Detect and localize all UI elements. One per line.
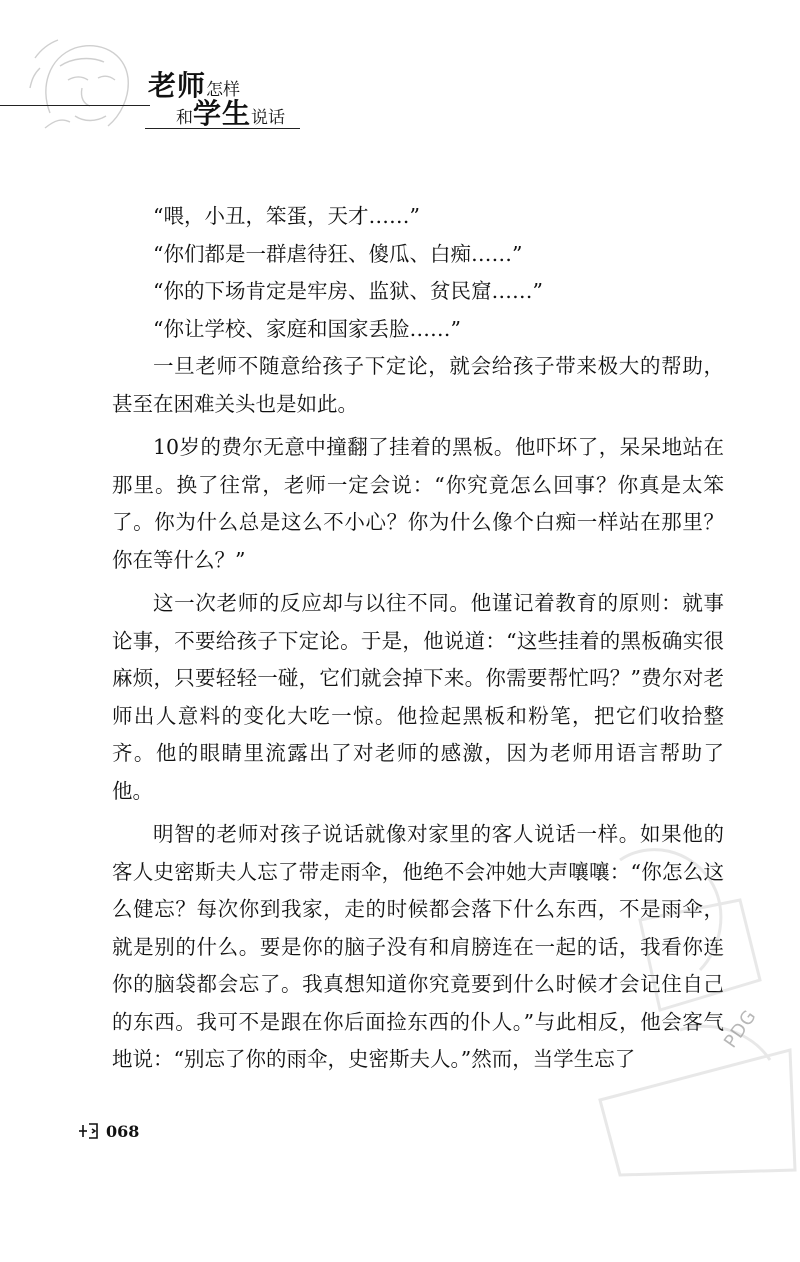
portrait-sketch-icon — [20, 18, 150, 148]
title-shuohua: 说话 — [251, 108, 286, 128]
paragraph: “喂，小丑，笨蛋，天才……” — [153, 204, 420, 228]
paragraph: 这一次老师的反应却与以往不同。他谨记着教育的原则：就事论事，不要给孩子下定论。于是，他说道：“这些挂着的黑板确实很麻烦，只要轻轻一碰，它们就会掉下来。你需要帮忙吗？”费尔对老师出人意料的变化大吃一惊。他捡起黑板和粉笔，把它们收拾整齐。他的眼睛里流露出了对老师的感激，因为老师用语言帮助了他。 — [112, 591, 724, 803]
watermark-stamp-icon — [560, 800, 800, 1180]
page-corner-icon — [78, 1121, 100, 1141]
title-he: 和 — [176, 108, 193, 128]
header-rule-top — [0, 105, 150, 106]
title-laoshi: 老师 — [148, 69, 207, 102]
paragraph: 明智的老师对孩子说话就像对家里的客人说话一样。如果他的客人史密斯夫人忘了带走雨伞，他绝不会冲她大声嚷嚷：“你怎么这么健忘？每次你到我家，走的时候都会落下什么东西，不是雨伞，就是别的什么。要是你的脑子没有和肩膀连在一起的话，我看你连你的脑袋都会忘了。我真想知道你究竟要到什么时候才会记住自己的东西。我可不是跟在你后面捡东西的仆人。”与此相反，他会客气地说：“别忘了你的雨伞，史密斯夫人。”然而，当学生忘了 — [112, 822, 724, 1071]
page-header — [0, 0, 800, 150]
page-footer — [78, 1118, 139, 1144]
paragraph: “你的下场肯定是牢房、监狱、贫民窟……” — [153, 279, 543, 303]
paragraph: 一旦老师不随意给孩子下定论，就会给孩子带来极大的帮助，甚至在困难关头也是如此。 — [112, 354, 724, 416]
page-number: 068 — [106, 1121, 140, 1141]
paragraph: “你们都是一群虐待狂、傻瓜、白痴……” — [153, 241, 523, 266]
book-title-line2 — [176, 97, 286, 130]
paragraph: “你让学校、家庭和国家丢脸……” — [153, 316, 461, 341]
watermark-text: PDG — [720, 1005, 762, 1053]
title-zenyang: 怎样 — [206, 80, 241, 100]
title-xuesheng: 学生 — [193, 97, 252, 130]
paragraph: 10岁的费尔无意中撞翻了挂着的黑板。他吓坏了，呆呆地站在那里。换了往常，老师一定会说：“你究竟怎么回事？你真是太笨了。你为什么总是这么不小心？你为什么像个白痴一样站在那里？你在等什么？” — [112, 435, 724, 572]
book-title-line1 — [148, 69, 241, 102]
